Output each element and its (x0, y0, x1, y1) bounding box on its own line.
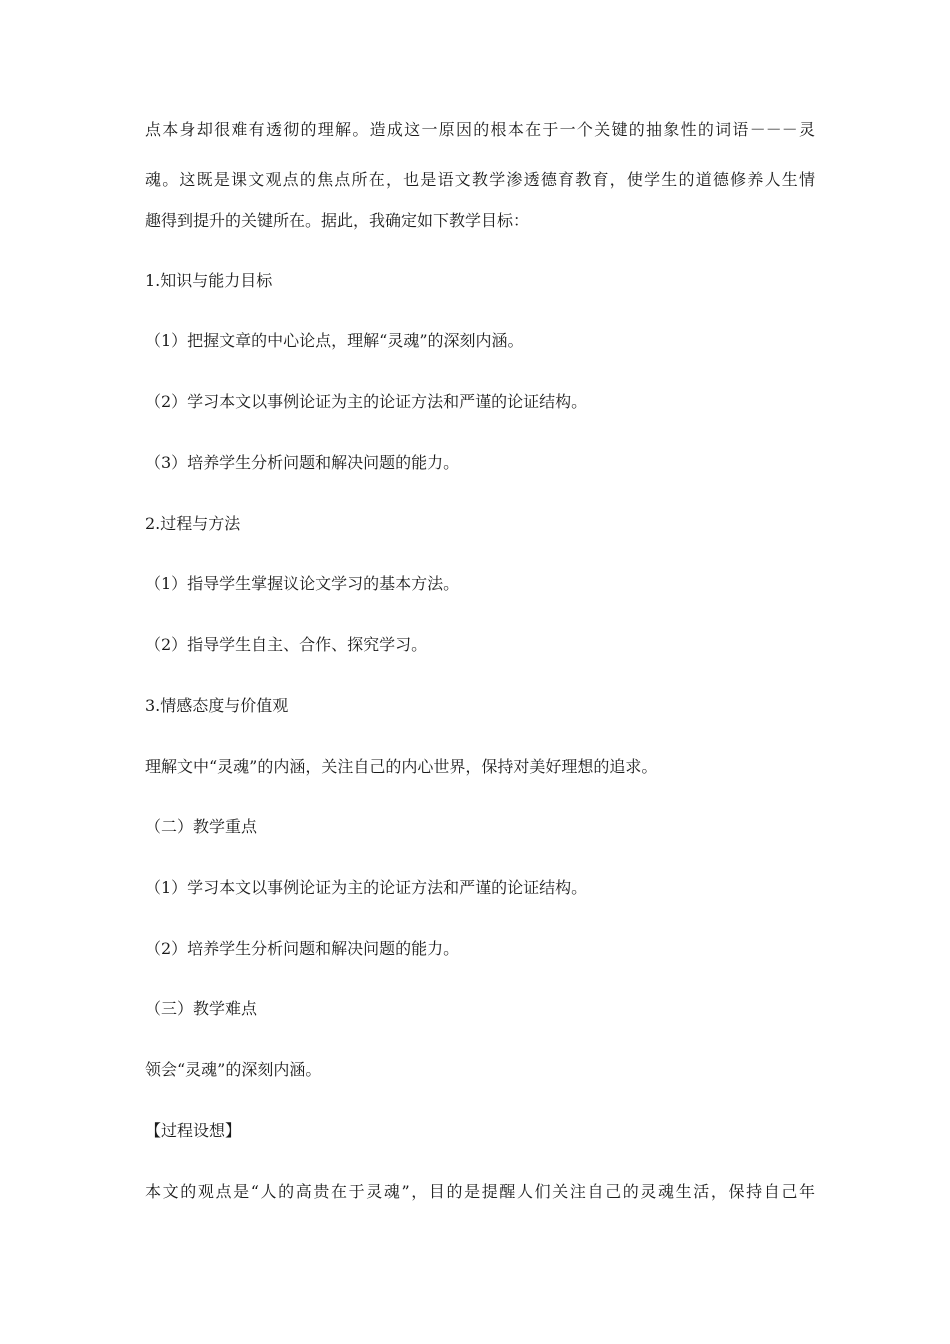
key-points-item-2: （2）培养学生分析问题和解决问题的能力。 (145, 939, 460, 958)
goal1-item-2: （2）学习本文以事例论证为主的论证方法和严谨的论证结构。 (145, 392, 588, 411)
goal1-item-3: （3）培养学生分析问题和解决问题的能力。 (145, 453, 460, 472)
goal1-item-1: （1）把握文章的中心论点，理解“灵魂”的深刻内涵。 (145, 331, 524, 350)
intro-line-3: 趣得到提升的关键所在。据此，我确定如下教学目标： (145, 211, 530, 230)
intro-line-2: 魂。这既是课文观点的焦点所在，也是语文教学渗透德育教育，使学生的道德修养人生情 (145, 170, 815, 189)
goal3-text: 理解文中“灵魂”的内涵，关注自己的内心世界，保持对美好理想的追求。 (145, 757, 658, 776)
key-points-heading: （二）教学重点 (145, 817, 258, 836)
difficulty-heading: （三）教学难点 (145, 999, 258, 1018)
goal2-heading: 2.过程与方法 (145, 514, 241, 533)
goal1-heading: 1.知识与能力目标 (145, 271, 273, 290)
goal3-heading: 3.情感态度与价值观 (145, 696, 289, 715)
difficulty-text: 领会“灵魂”的深刻内涵。 (145, 1060, 322, 1079)
key-points-item-1: （1）学习本文以事例论证为主的论证方法和严谨的论证结构。 (145, 878, 588, 897)
goal2-item-2: （2）指导学生自主、合作、探究学习。 (145, 635, 428, 654)
process-heading: 【过程设想】 (145, 1121, 242, 1140)
process-text: 本文的观点是“人的高贵在于灵魂”，目的是提醒人们关注自己的灵魂生活，保持自己年 (145, 1182, 815, 1201)
intro-line-1: 点本身却很难有透彻的理解。造成这一原因的根本在于一个关键的抽象性的词语－－－灵 (145, 120, 815, 139)
goal2-item-1: （1）指导学生掌握议论文学习的基本方法。 (145, 574, 460, 593)
